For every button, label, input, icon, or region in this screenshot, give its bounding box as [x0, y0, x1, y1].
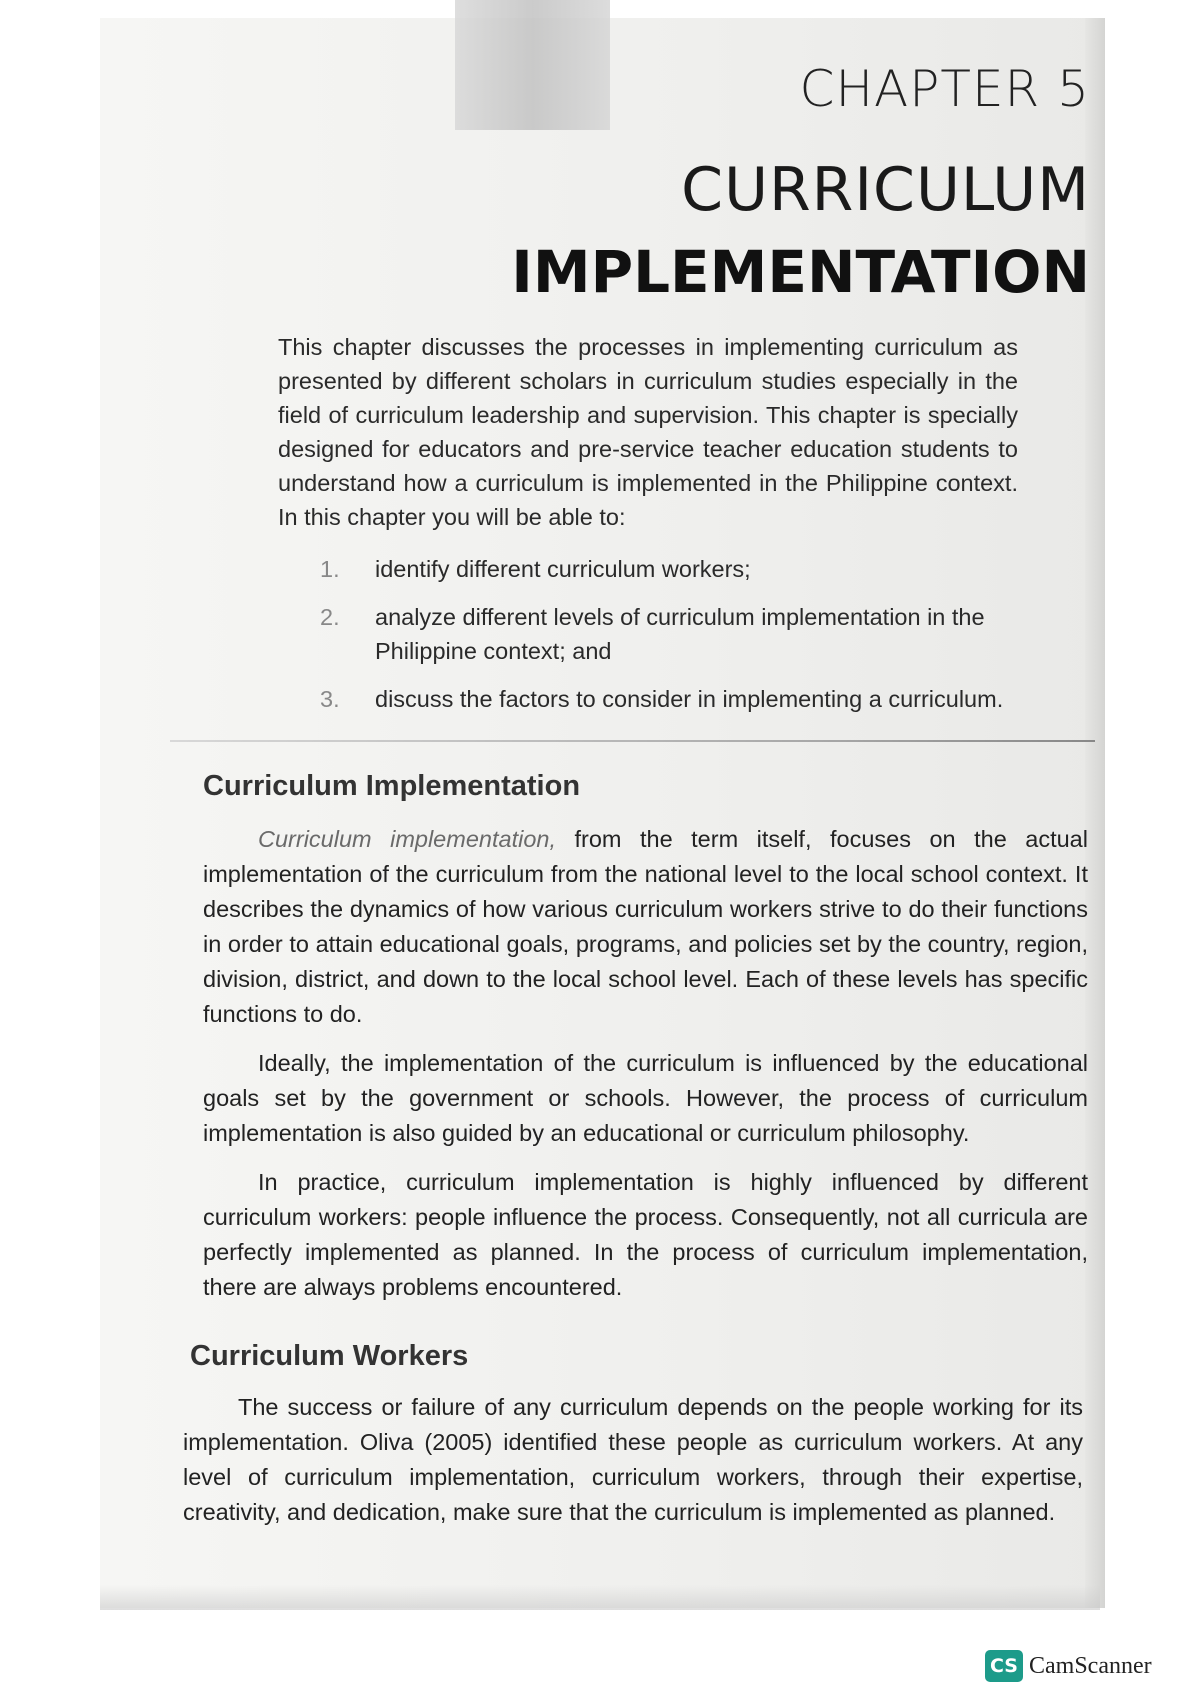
list-item-text: identify different curriculum workers; — [375, 556, 751, 582]
page-tab-shadow — [455, 0, 610, 130]
section-body-implementation — [203, 822, 1088, 1319]
list-item-text: discuss the factors to consider in implementing a curriculum. — [375, 686, 1004, 712]
camscanner-watermark — [985, 1650, 1152, 1682]
intro-paragraph: This chapter discusses the processes in implementing curriculum as presented by different scholars in curriculum studies especially in the field of curriculum leadership and supervision. This chapter is specially designed for educators and pre-service teacher education students to understand how a curriculum is implemented in the Philippine context. In this chapter you will be able to: — [278, 334, 1018, 530]
camscanner-logo-icon: CS — [985, 1650, 1023, 1682]
list-item — [320, 682, 1020, 716]
objectives-list — [320, 552, 1020, 730]
list-number: 3. — [320, 686, 340, 712]
section-heading-curriculum-implementation: Curriculum Implementation — [203, 770, 581, 802]
list-item-text: analyze different levels of curriculum implementation in the Philippine context; and — [375, 604, 985, 664]
paragraph-text: from the term itself, focuses on the actual implementation of the curriculum from the national level to the local school context. It describes the dynamics of how various curriculum workers strive to do their functions in order to attain educational goals, programs, and policies set by the country, region, division, district, and down to the local school level. Each of these levels has specific functions to do. — [203, 826, 1088, 1027]
list-number: 1. — [320, 556, 340, 582]
paragraph — [203, 822, 1088, 1032]
list-number: 2. — [320, 604, 340, 630]
section-heading-curriculum-workers: Curriculum Workers — [190, 1340, 469, 1372]
page-bottom-shadow — [100, 1585, 1100, 1610]
emphasis-term: Curriculum implementation, — [258, 826, 556, 852]
section-divider — [170, 740, 1095, 742]
paragraph: In practice, curriculum implementation is highly influenced by different curriculum workers: people influence the process. Consequently, not all curricula are perfectly implemented as planned. In the process of curriculum implementation, there are always problems encountered. — [203, 1169, 1088, 1300]
paragraph: Ideally, the implementation of the curriculum is influenced by the educational goals set by the government or schools. However, the process of curriculum implementation is also guided by an educational or curriculum philosophy. — [203, 1050, 1088, 1146]
chapter-title-line2: IMPLEMENTATION — [511, 238, 1090, 306]
chapter-title-line1: CURRICULUM — [681, 155, 1090, 225]
paragraph: The success or failure of any curriculum depends on the people working for its implementation. Oliva (2005) identified these people as curriculum workers. At any level of curriculum implementation, curriculum workers, through their expertise, creativity, and dedication, make sure that the curriculum is implemented as planned. — [183, 1394, 1083, 1525]
section-body-workers — [183, 1390, 1083, 1544]
list-item — [320, 552, 1020, 586]
camscanner-brand: CamScanner — [1029, 1652, 1152, 1679]
list-item — [320, 600, 1020, 668]
chapter-label: CHAPTER 5 — [799, 60, 1090, 118]
